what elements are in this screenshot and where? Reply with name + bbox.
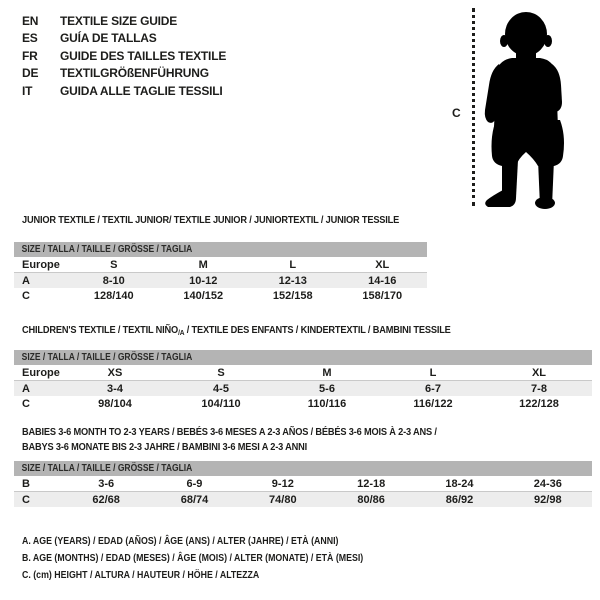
age-cell: 5-6 xyxy=(319,382,335,395)
height-cell: 110/116 xyxy=(307,397,347,410)
title-rest: / TEXTILE DES ENFANTS / KINDERTEXTIL / BAMBINI TESSILE xyxy=(184,324,451,336)
height-cell: 98/104 xyxy=(98,397,132,410)
babies-size-table xyxy=(14,461,592,507)
legend-age-months-text: B. AGE (MONTHS) / EDAD (MESES) / ÂGE (MOIS) / ALTER (MONATE) / ETÀ (MESI) xyxy=(22,553,364,564)
size-cell: L xyxy=(429,366,437,379)
language-row-es xyxy=(22,30,226,48)
height-measure-dotted-line xyxy=(472,8,475,206)
size-header-bar xyxy=(14,461,592,476)
size-header-label: SIZE / TALLA / TAILLE / GRÖSSE / TAGLIA xyxy=(21,244,193,255)
language-row-en xyxy=(22,12,226,30)
title-main: CHILDREN'S TEXTILE / TEXTIL NIÑO xyxy=(22,324,179,336)
height-measure-label: C xyxy=(452,106,461,120)
age-cell: 14-16 xyxy=(368,274,397,287)
row-label: Europe xyxy=(22,366,60,379)
row-label: B xyxy=(22,477,30,490)
size-header-label: SIZE / TALLA / TAILLE / GRÖSSE / TAGLIA xyxy=(21,463,193,474)
row-label: Europe xyxy=(22,258,60,271)
age-cell: 10-12 xyxy=(189,274,218,287)
age-cell: 8-10 xyxy=(102,274,125,287)
table-row-europe xyxy=(14,365,592,381)
language-code: FR xyxy=(22,48,38,63)
height-cell: 116/122 xyxy=(413,397,453,410)
legend-height-cm-text: C. (cm) HEIGHT / ALTURA / HAUTEUR / HÖHE / ALTEZZA xyxy=(22,570,260,581)
legend-age-years-text: A. AGE (YEARS) / EDAD (AÑOS) / ÂGE (ANS) / ALTER (JAHRE) / ETÀ (ANNI) xyxy=(22,536,339,547)
language-code: DE xyxy=(22,66,39,81)
size-header-label: SIZE / TALLA / TAILLE / GRÖSSE / TAGLIA xyxy=(21,352,193,363)
legend-height-cm xyxy=(22,570,292,581)
height-cell: 152/158 xyxy=(272,289,313,302)
age-cell: 24-36 xyxy=(533,477,562,490)
language-row-de xyxy=(22,65,226,83)
children-size-table xyxy=(14,350,592,411)
size-cell: L xyxy=(289,258,297,271)
legend-age-years xyxy=(22,536,382,547)
size-cell: S xyxy=(217,366,225,379)
junior-table-title xyxy=(22,214,451,226)
row-label: C xyxy=(22,397,30,410)
children-table-title xyxy=(22,324,509,336)
row-label: A xyxy=(22,274,30,287)
babies-title-text-line1: BABIES 3-6 MONTH TO 2-3 YEARS / BEBÉS 3-6 MESES A 2-3 AÑOS / BÉBÉS 3-6 MOIS À 2-3 ANS / xyxy=(22,426,437,438)
height-cell: 74/80 xyxy=(269,493,297,506)
table-row-age xyxy=(14,381,592,396)
height-cell: 62/68 xyxy=(92,493,120,506)
guide-title-de: TEXTILGRÖßENFÜHRUNG xyxy=(60,66,209,81)
language-code: ES xyxy=(22,31,38,46)
row-label: C xyxy=(22,493,30,506)
table-row-height xyxy=(14,288,427,303)
guide-title-es: GUÍA DE TALLAS xyxy=(60,31,157,46)
size-cell: M xyxy=(322,366,332,379)
height-cell: 80/86 xyxy=(357,493,385,506)
age-cell: 4-5 xyxy=(213,382,229,395)
height-cell: 128/140 xyxy=(93,289,134,302)
age-cell: 3-4 xyxy=(107,382,123,395)
age-cell: 3-6 xyxy=(98,477,115,490)
language-row-it xyxy=(22,82,226,100)
size-cell: XL xyxy=(375,258,390,271)
table-row-height xyxy=(14,492,592,507)
babies-title-text-line2: BABYS 3-6 MONATE BIS 2-3 JAHRE / BAMBINI 3-6 MESI A 2-3 ANNI xyxy=(22,441,307,453)
language-row-fr xyxy=(22,47,226,65)
age-cell: 7-8 xyxy=(531,382,547,395)
age-cell: 6-7 xyxy=(425,382,441,395)
language-code: IT xyxy=(22,83,33,98)
guide-title-it: GUIDA ALLE TAGLIE TESSILI xyxy=(60,83,223,98)
junior-size-table xyxy=(14,242,427,303)
height-cell: 122/128 xyxy=(519,397,559,410)
age-cell: 12-13 xyxy=(278,274,307,287)
height-cell: 92/98 xyxy=(534,493,562,506)
height-cell: 140/152 xyxy=(183,289,224,302)
table-row-age-months xyxy=(14,476,592,492)
age-cell: 12-18 xyxy=(357,477,386,490)
height-cell: 68/74 xyxy=(180,493,209,506)
height-cell: 158/170 xyxy=(362,289,403,302)
legend-age-months xyxy=(22,553,410,564)
age-cell: 9-12 xyxy=(271,477,294,490)
table-row-age xyxy=(14,273,427,288)
guide-title-en: TEXTILE SIZE GUIDE xyxy=(60,13,178,28)
size-cell: XS xyxy=(107,366,123,379)
size-cell: M xyxy=(198,258,208,271)
age-cell: 6-9 xyxy=(186,477,203,490)
height-cell: 104/110 xyxy=(201,397,241,410)
children-table-title-text xyxy=(22,324,451,336)
row-label: C xyxy=(22,289,30,302)
height-cell: 86/92 xyxy=(445,493,474,506)
guide-title-fr: GUIDE DES TAILLES TEXTILE xyxy=(60,48,227,63)
babies-table-title-line2 xyxy=(22,441,346,453)
table-row-height xyxy=(14,396,592,411)
junior-table-title-text: JUNIOR TEXTILE / TEXTIL JUNIOR/ TEXTILE JUNIOR / JUNIORTEXTIL / JUNIOR TESSILE xyxy=(22,214,400,226)
size-header-bar xyxy=(14,242,427,257)
title-subscript: /A xyxy=(178,328,185,337)
size-cell: XL xyxy=(531,366,547,379)
size-cell: S xyxy=(110,258,118,271)
babies-table-title-line1 xyxy=(22,426,493,438)
language-code: EN xyxy=(22,13,39,28)
age-cell: 18-24 xyxy=(445,477,474,490)
size-header-bar xyxy=(14,350,592,365)
language-title-list xyxy=(22,12,226,100)
row-label: A xyxy=(22,382,30,395)
toddler-silhouette-icon xyxy=(482,10,576,210)
table-row-europe xyxy=(14,257,427,273)
